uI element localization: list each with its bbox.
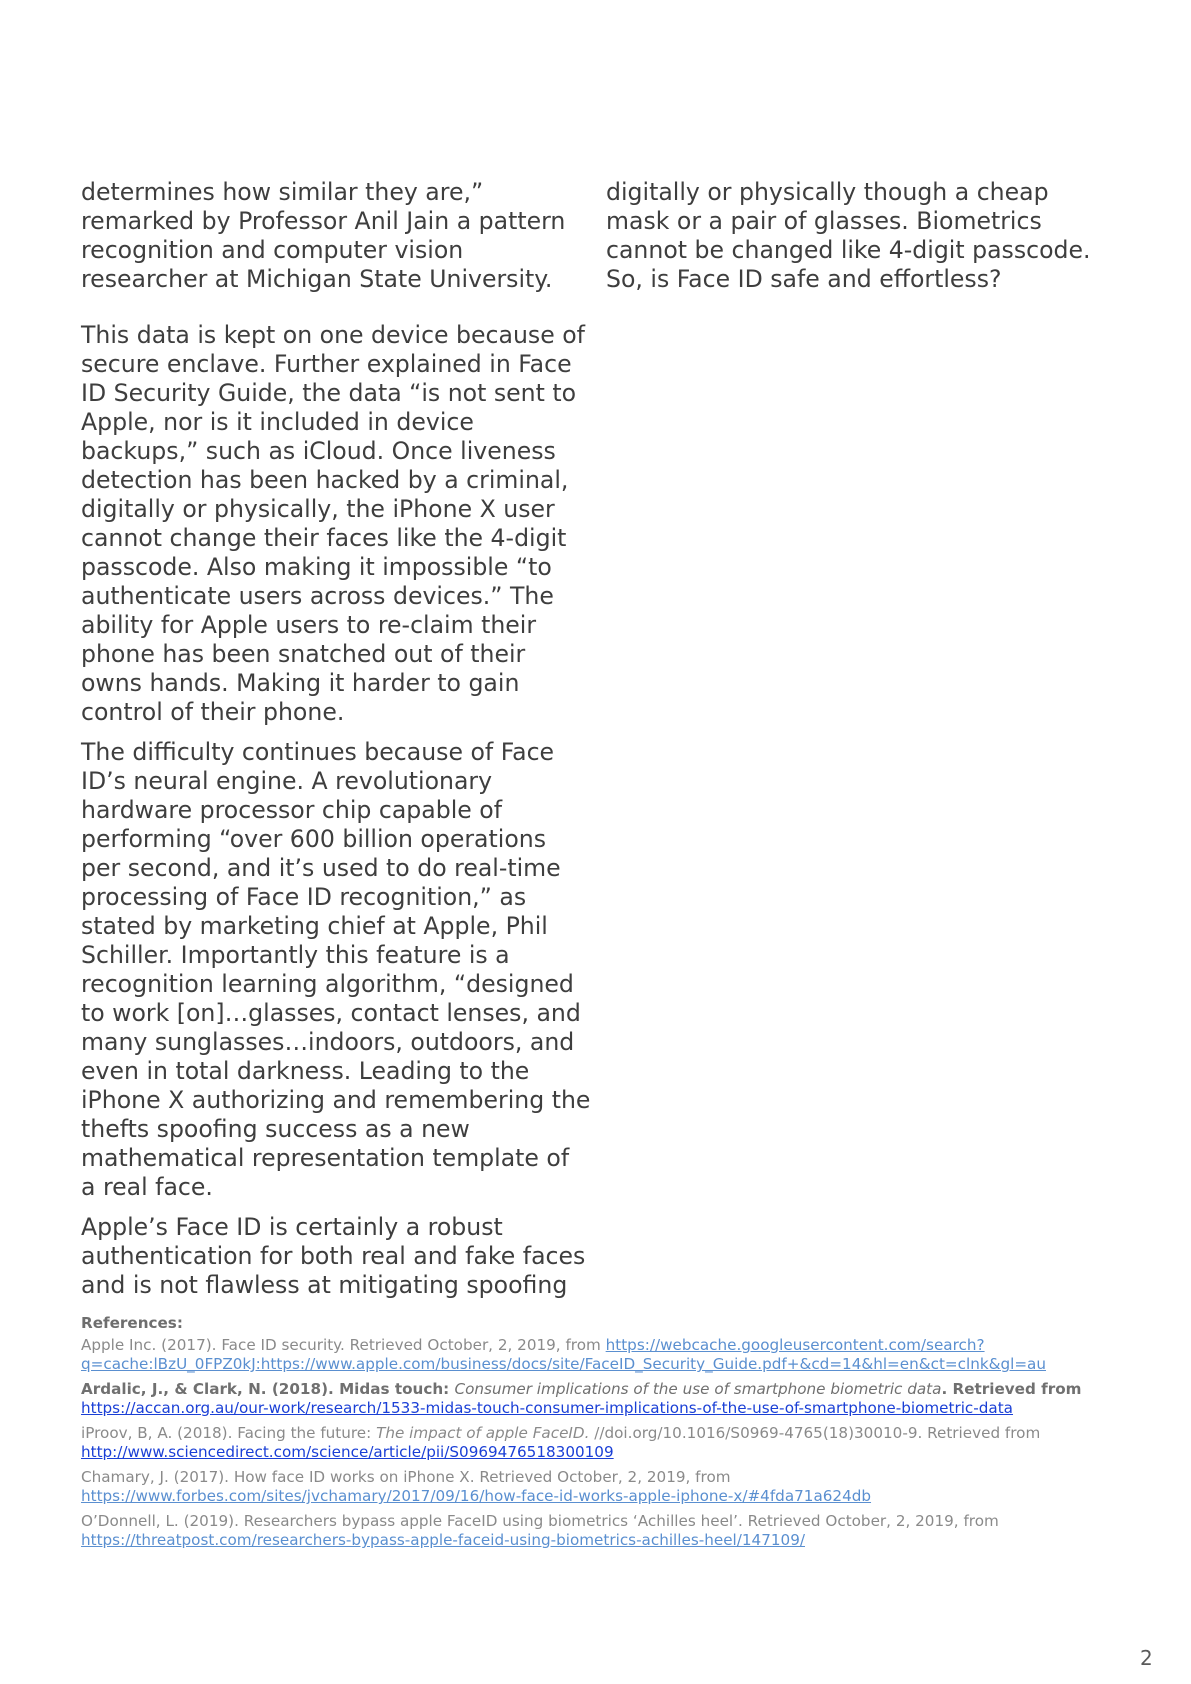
reference-text: iProov, B, A. (2018). Facing the future: xyxy=(81,1424,377,1442)
reference-item xyxy=(81,1424,1131,1462)
paragraph: This data is kept on one device because of secure enclave. Further explained in Face ID Security Guide, the data “is not sent to Apple, nor is it included in device backups,” such as iCloud. Once liveness detection has been hacked by a criminal, digitally or physically, the iPhone X user cannot change their faces like the 4-digit passcode. Also making it impossible “to authenticate users across devices.” The ability for Apple users to re-claim their phone has been snatched out of their owns hands. Making it harder to gain control of their phone. xyxy=(81,321,585,726)
reference-link[interactable]: https://www.forbes.com/sites/jvchamary/2017/09/16/how-face-id-works-apple-iphone-x/#4fda71a624db xyxy=(81,1487,872,1505)
reference-text: Apple Inc. (2017). Face ID security. Retrieved October, 2, 2019, from xyxy=(81,1336,606,1354)
reference-text: O’Donnell, L. (2019). Researchers bypass apple FaceID using biometrics ‘Achilles heel’. Retrieved October, 2, 2019, from xyxy=(81,1512,999,1530)
reference-text: . Retrieved from xyxy=(941,1380,1082,1398)
reference-item xyxy=(81,1468,1131,1506)
references-heading: References: xyxy=(81,1314,183,1332)
reference-link[interactable]: https://accan.org.au/our-work/research/1533-midas-touch-consumer-implications-of-the-use-of-smartphone-biometric-data xyxy=(81,1399,1013,1417)
reference-title: Consumer implications of the use of smartphone biometric data xyxy=(454,1380,942,1398)
reference-item xyxy=(81,1512,1131,1550)
body-column-right xyxy=(606,178,1106,294)
reference-item xyxy=(81,1336,1131,1374)
reference-text: Chamary, J. (2017). How face ID works on iPhone X. Retrieved October, 2, 2019, from xyxy=(81,1468,731,1486)
reference-item xyxy=(81,1380,1131,1418)
paragraph: determines how similar they are,” remarked by Professor Anil Jain a pattern recognition and computer vision researcher at Michigan State University. xyxy=(81,178,566,293)
reference-text: //doi.org/10.1016/S0969-4765(18)30010-9. Retrieved from xyxy=(589,1424,1041,1442)
references-section xyxy=(81,1314,1131,1556)
page-number: 2 xyxy=(1140,1646,1153,1670)
reference-link[interactable]: https://webcache.googleusercontent.com/search?q=cache:lBzU_0FPZ0kJ:https://www.apple.com/business/docs/site/FaceID_Security_Guide.pdf+&cd=14&hl=en&ct=clnk&gl=au xyxy=(81,1336,1046,1373)
reference-title: The impact of apple FaceID. xyxy=(376,1424,590,1442)
reference-text: Ardalic, J., & Clark, N. (2018). Midas touch: xyxy=(81,1380,455,1398)
paragraph: The difficulty continues because of Face ID’s neural engine. A revolutionary hardware processor chip capable of performing “over 600 billion operations per second, and it’s used to do real-time processing of Face ID recognition,” as stated by marketing chief at Apple, Phil Schiller. Importantly this feature is a recognition learning algorithm, “designed to work [on]…glasses, contact lenses, and many sunglasses…indoors, outdoors, and even in total darkness. Leading to the iPhone X authorizing and remembering the thefts spoofing success as a new mathematical representation template of a real face. xyxy=(81,738,591,1201)
paragraph: Apple’s Face ID is certainly a robust authentication for both real and fake faces and is not flawless at mitigating spoofing xyxy=(81,1213,586,1299)
body-column-left xyxy=(81,178,591,1300)
paragraph: digitally or physically though a cheap mask or a pair of glasses. Biometrics cannot be changed like 4-digit passcode. So, is Face ID safe and effortless? xyxy=(606,178,1091,293)
reference-link[interactable]: http://www.sciencedirect.com/science/article/pii/S0969476518300109 xyxy=(81,1443,614,1461)
reference-link[interactable]: https://threatpost.com/researchers-bypass-apple-faceid-using-biometrics-achilles-heel/147109/ xyxy=(81,1531,805,1549)
